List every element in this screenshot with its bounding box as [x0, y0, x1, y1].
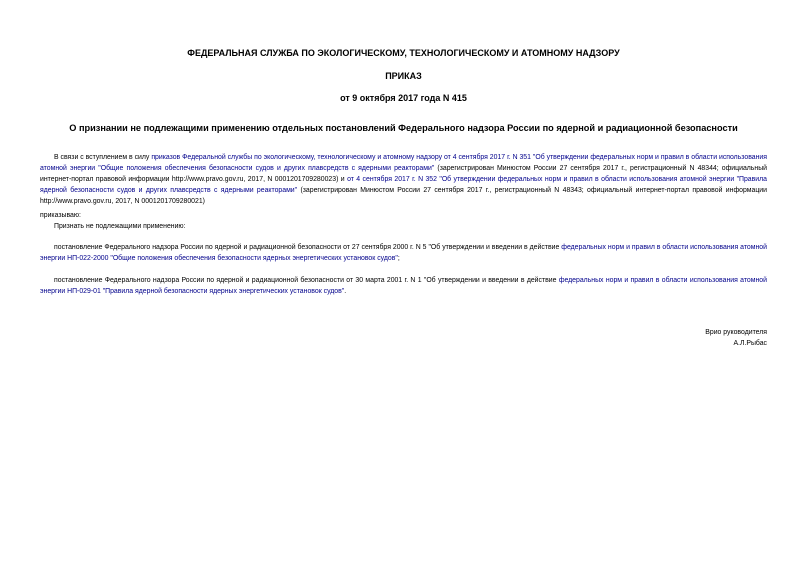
np-022-2000-link[interactable]: федеральных норм и правил в области использования атомной энергии НП-022-2000 "Общие положения обеспечения безопасности ядерных энергетических установок судов": [40, 244, 767, 262]
signatory-position: Врио руководителя: [705, 329, 767, 336]
date-number-heading: от 9 октября 2017 года N 415: [340, 93, 467, 103]
list-item-1: [40, 242, 767, 264]
order-351-link[interactable]: приказов Федеральной службы по экологическому, технологическому и атомному надзору от 4 сентября 2017 г. N 351 "Об утверждении федеральных норм и правил в области использования атомной энергии "Общие положения обеспечения безопасности судов и других плавсредств с ядерными реакторами": [40, 154, 767, 172]
signatory-name: А.Л.Рыбас: [733, 340, 767, 347]
order-word: приказываю:: [40, 212, 81, 219]
preamble-text-3: (зарегистрирован Минюстом России 27 сентября 2017 г., регистрационный N 48343; официальный интернет-портал правовой информации http://www.pravo.gov.ru, 2017, N 0001201709280021): [40, 187, 767, 205]
np-029-01-link[interactable]: федеральных норм и правил в области использования атомной энергии НП-029-01 "Правила ядерной безопасности ядерных энергетических установок судов": [40, 277, 767, 295]
agency-heading: ФЕДЕРАЛЬНАЯ СЛУЖБА ПО ЭКОЛОГИЧЕСКОМУ, ТЕХНОЛОГИЧЕСКОМУ И АТОМНОМУ НАДЗОРУ: [187, 48, 620, 58]
item1-text-2: ;: [397, 255, 400, 262]
item2-text-2: .: [344, 288, 347, 295]
preamble-text-1: В связи с вступлением в силу: [54, 154, 152, 161]
document-title: О признании не подлежащими применению отдельных постановлений Федерального надзора России по ядерной и радиационной безопасности: [69, 123, 738, 133]
item1-text-1: постановление Федерального надзора России по ядерной и радиационной безопасности от 27 сентября 2000 г. N 5 "Об утверждении и введении в действие: [54, 244, 562, 251]
recognize-line: Признать не подлежащими применению:: [54, 223, 186, 230]
doc-type-heading: ПРИКАЗ: [385, 71, 422, 81]
list-item-2: [40, 275, 767, 297]
item2-text-1: постановление Федерального надзора России по ядерной и радиационной безопасности от 30 марта 2001 г. N 1 "Об утверждении и введении в действие: [54, 277, 559, 284]
preamble-text-2: (зарегистрирован Минюстом России 27 сентября 2017 г., регистрационный N 48344; официальный интернет-портал правовой информации http://www.pravo.gov.ru, 2017, N 0001201709280023) и: [40, 165, 767, 183]
preamble-paragraph: [40, 152, 767, 207]
order-352-link[interactable]: от 4 сентября 2017 г. N 352 "Об утверждении федеральных норм и правил в области использования атомной энергии "Правила ядерной безопасности судов и других плавсредств с ядерными реакторами": [40, 176, 767, 194]
